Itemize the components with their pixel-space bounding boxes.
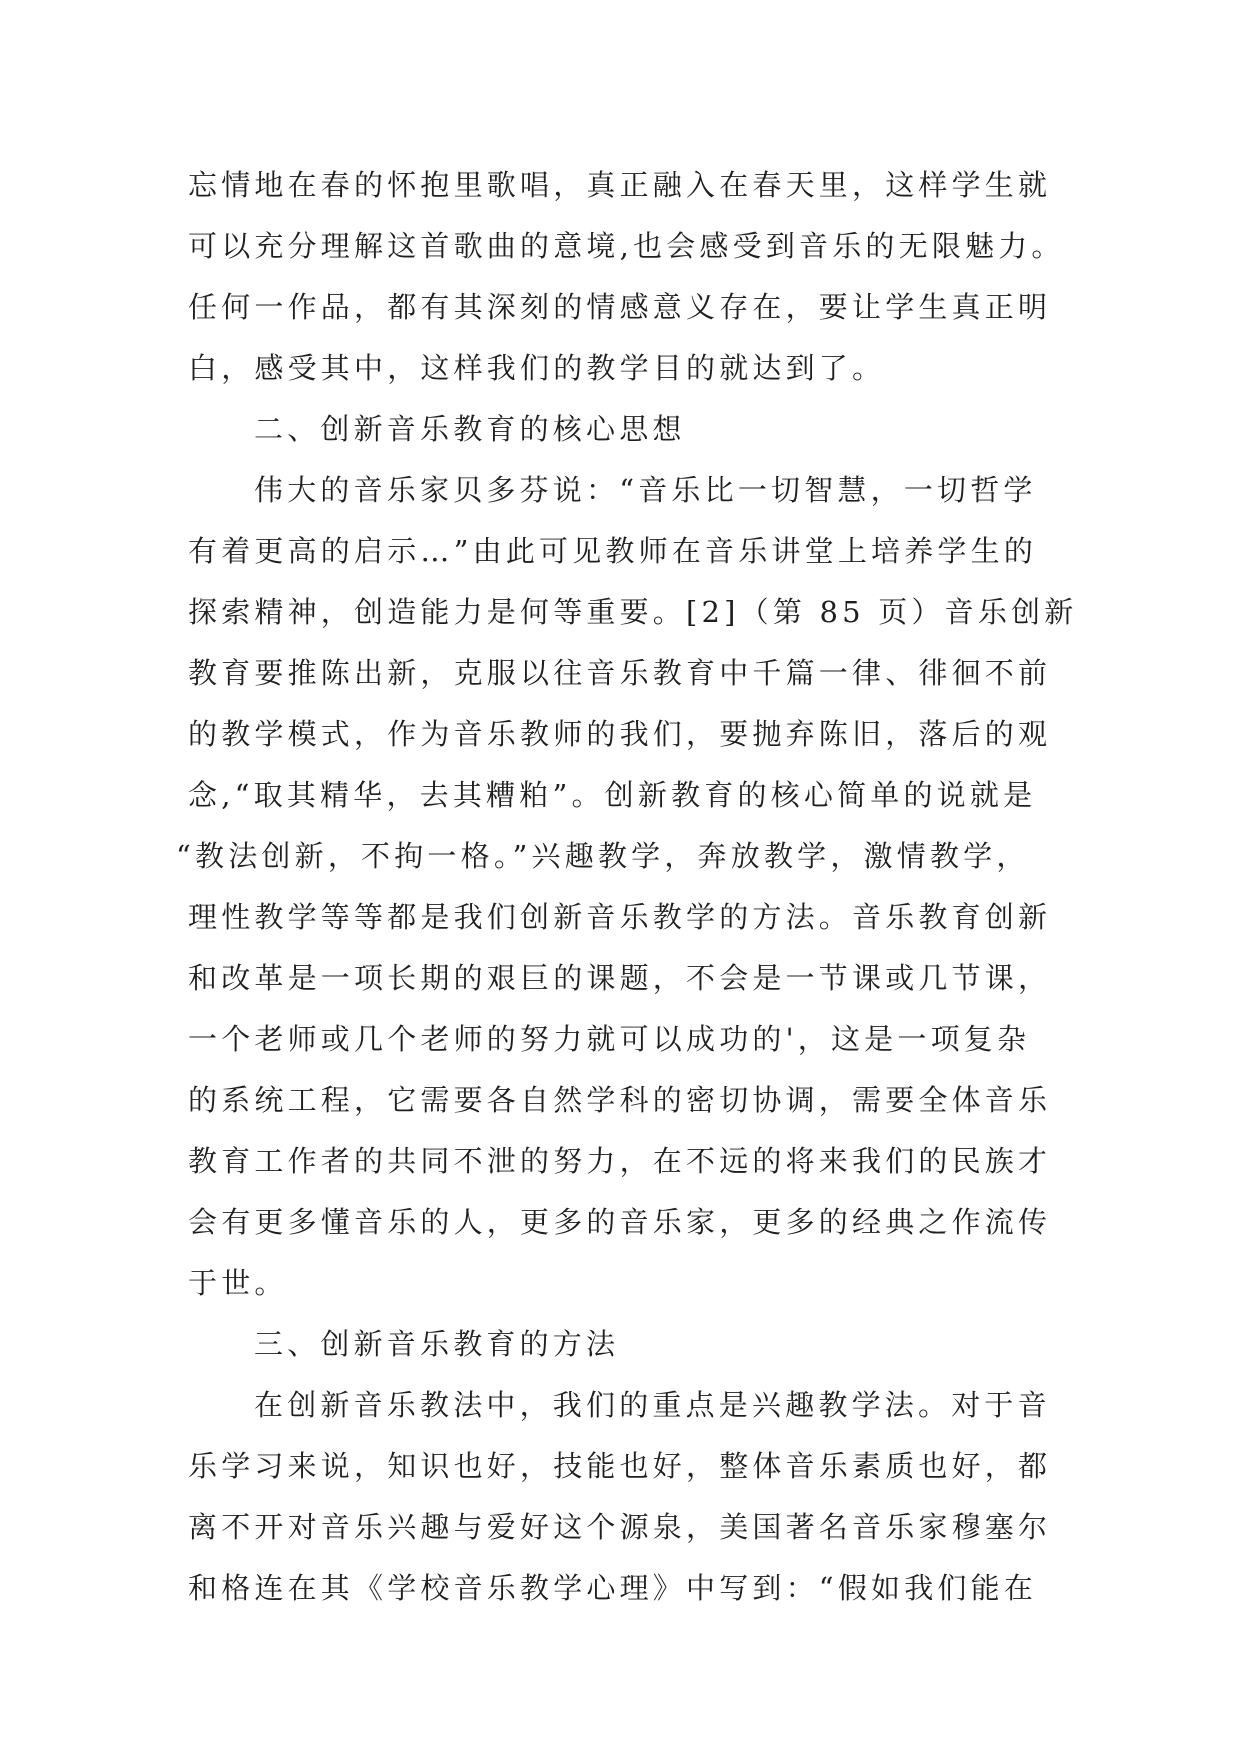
- text-line: 乐学习来说，知识也好，技能也好，整体音乐素质也好，都: [188, 1449, 1052, 1483]
- text-line: 教育工作者的共同不泄的努力，在不远的将来我们的民族才: [188, 1144, 1052, 1178]
- body-text: [176, 155, 1148, 1619]
- text-line: “教法创新，不拘一格。”兴趣教学，奔放教学，激情教学，: [176, 839, 1030, 873]
- text-line: 念,“取其精华，去其糟粕”。创新教育的核心简单的说就是: [188, 778, 1037, 812]
- paragraph-start-line: 伟大的音乐家贝多芬说：“音乐比一切智慧，一切哲学: [254, 473, 1037, 507]
- text-line: 有着更高的启示…”由此可见教师在音乐讲堂上培养学生的: [188, 534, 1038, 568]
- text-line: 白，感受其中，这样我们的教学目的就达到了。: [188, 351, 886, 385]
- text-line: 和改革是一项长期的艰巨的课题，不会是一节课或几节课，: [188, 961, 1052, 995]
- text-line: 会有更多懂音乐的人，更多的音乐家，更多的经典之作流传: [188, 1205, 1052, 1239]
- text-line: 的系统工程，它需要各自然学科的密切协调，需要全体音乐: [188, 1083, 1052, 1117]
- section-heading: 三、创新音乐教育的方法: [254, 1327, 620, 1361]
- text-line: 理性教学等等都是我们创新音乐教学的方法。音乐教育创新: [188, 900, 1052, 934]
- text-line: 忘情地在春的怀抱里歌唱，真正融入在春天里，这样学生就: [188, 168, 1052, 202]
- text-line: 离不开对音乐兴趣与爱好这个源泉，美国著名音乐家穆塞尔: [188, 1510, 1052, 1544]
- text-line: 一个老师或几个老师的努力就可以成功的'，这是一项复杂: [188, 1022, 1031, 1056]
- section-heading: 二、创新音乐教育的核心思想: [254, 412, 686, 446]
- paragraph-start-line: 在创新音乐教法中，我们的重点是兴趣教学法。对于音: [254, 1388, 1051, 1422]
- text-line: 任何一作品，都有其深刻的情感意义存在，要让学生真正明: [188, 290, 1052, 324]
- text-line: 的教学模式，作为音乐教师的我们，要抛弃陈旧，落后的观: [188, 717, 1052, 751]
- text-line: 和格连在其《学校音乐教学心理》中写到：“假如我们能在: [188, 1571, 1038, 1605]
- text-line: 可以充分理解这首歌曲的意境,也会感受到音乐的无限魅力。: [188, 229, 1065, 263]
- text-line: 于世。: [188, 1266, 288, 1300]
- text-line: 教育要推陈出新，克服以往音乐教育中千篇一律、徘徊不前: [188, 656, 1052, 690]
- text-line: 探索精神，创造能力是何等重要。[2]（第 85 页）音乐创新: [188, 595, 1078, 629]
